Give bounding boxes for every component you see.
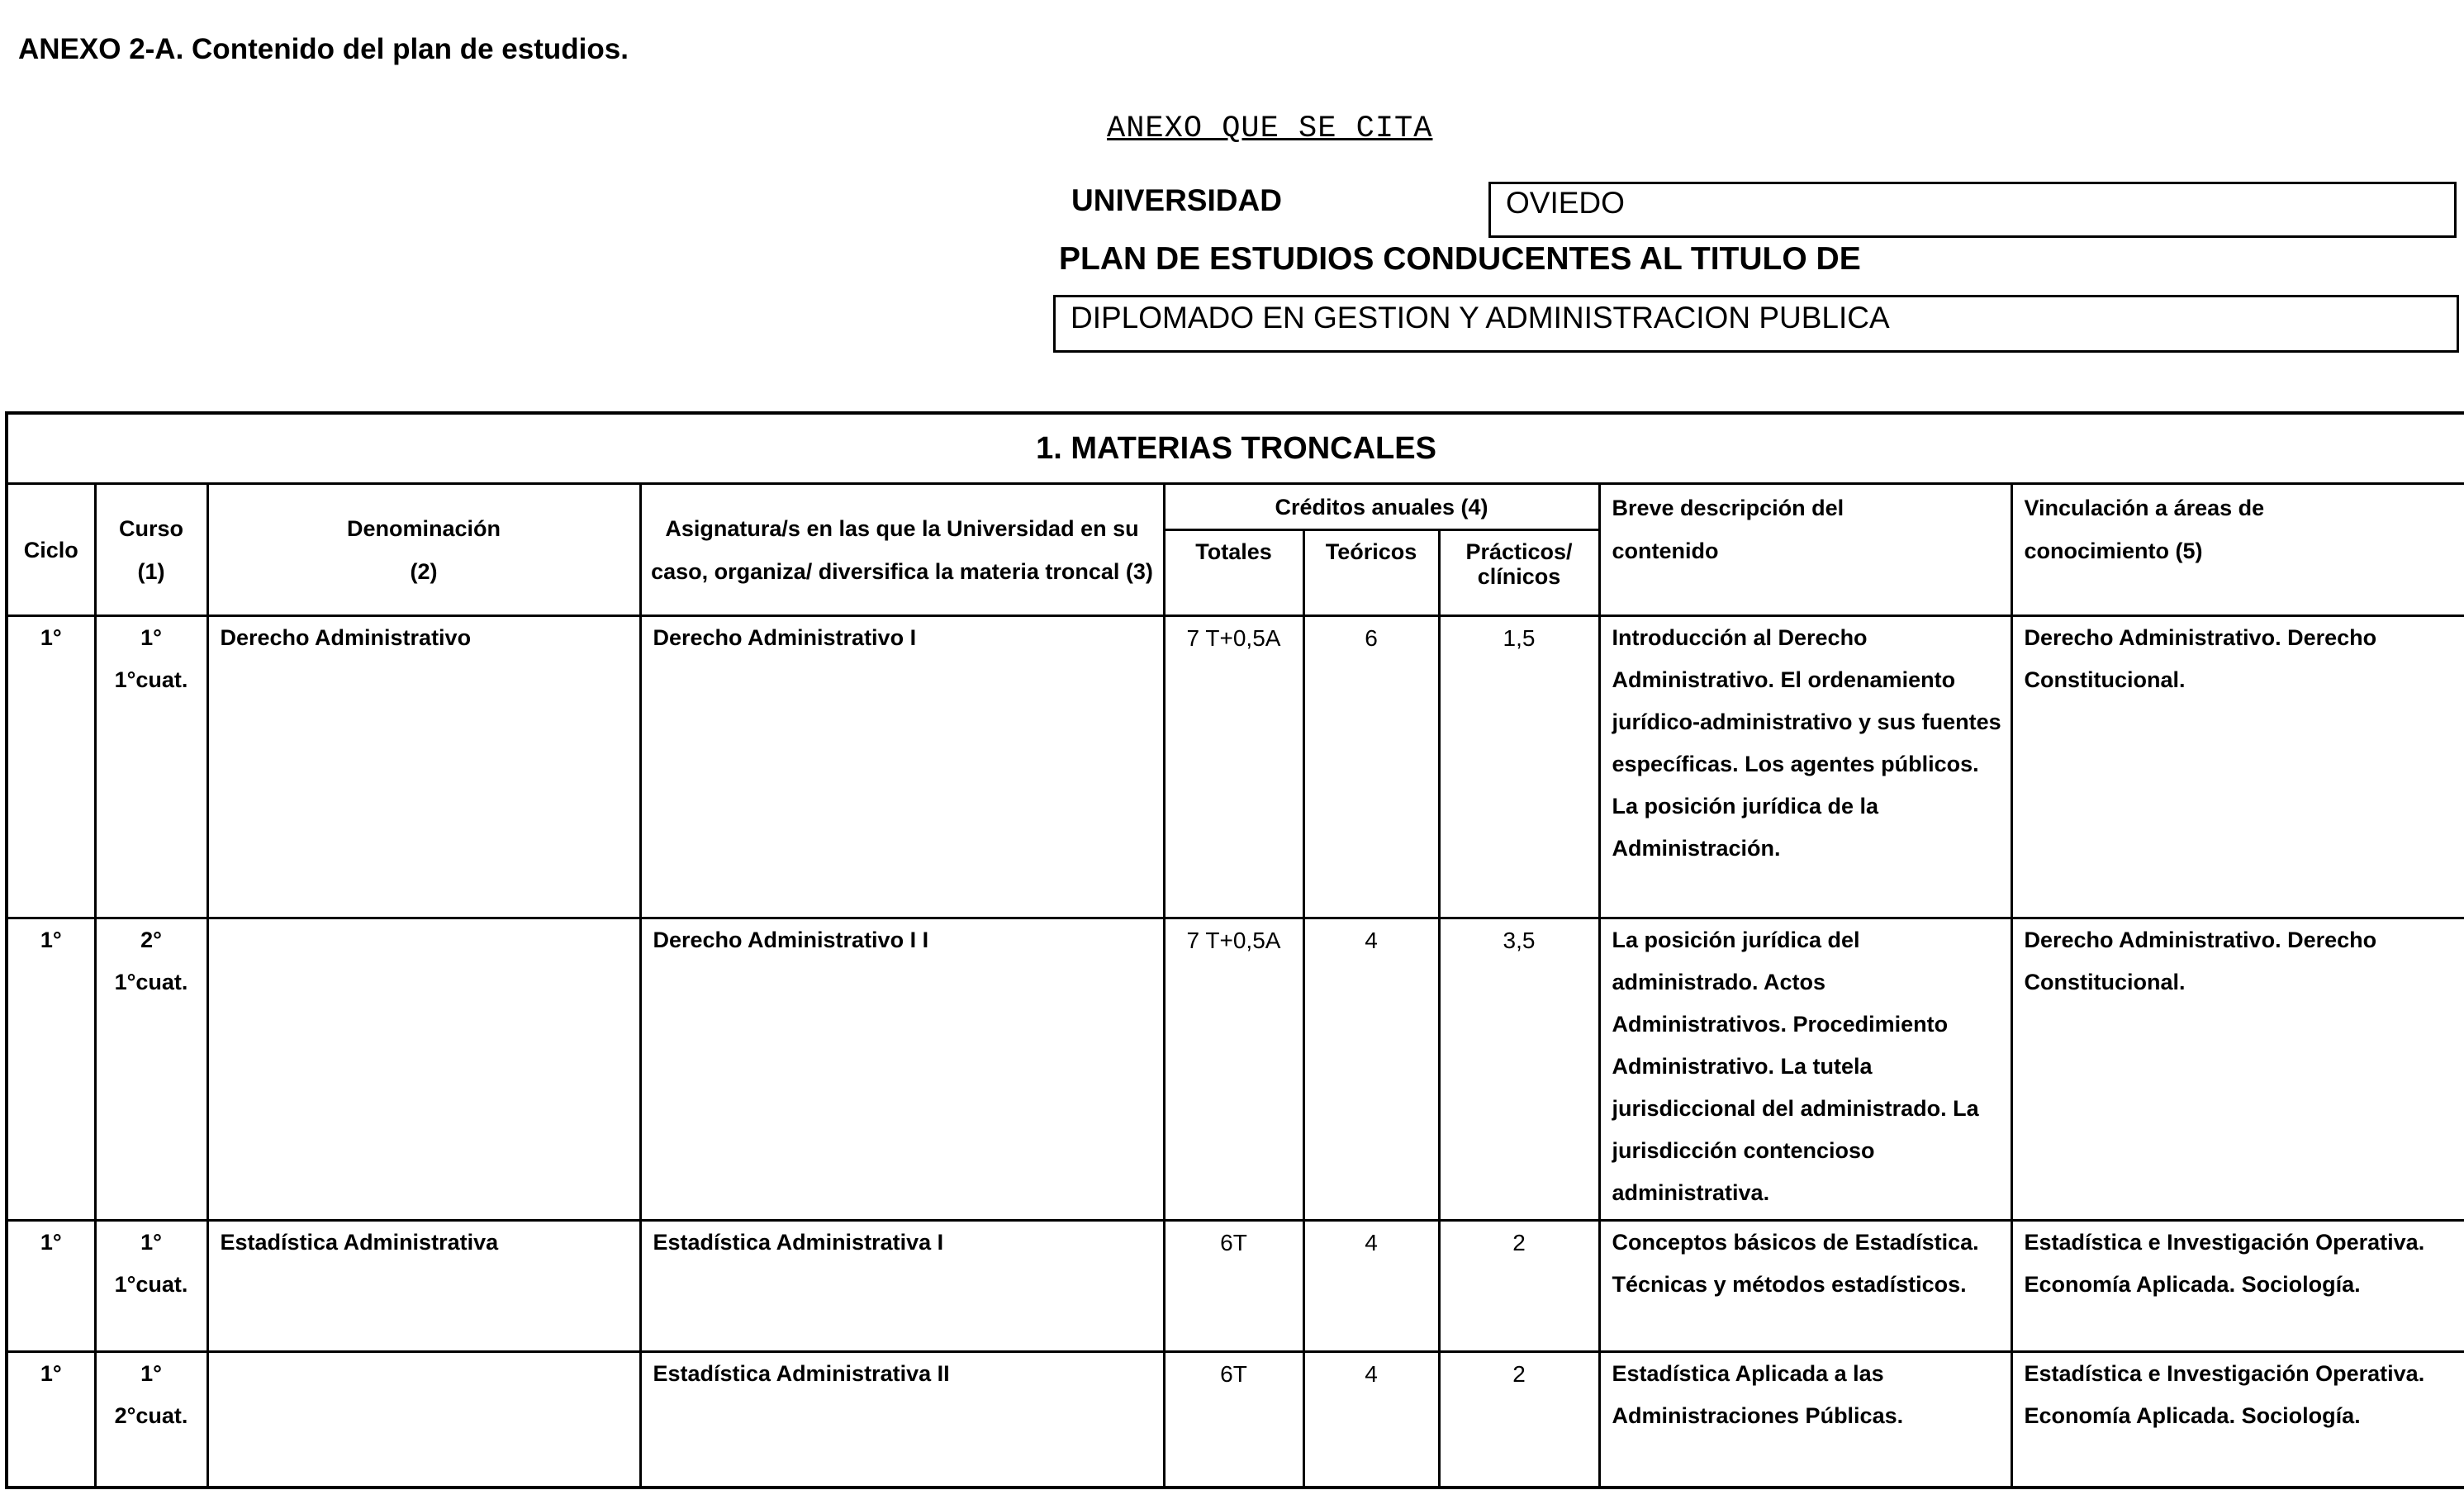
table-caption: 1. MATERIAS TRONCALES <box>7 413 2464 484</box>
col-header-curso-note: (1) <box>137 558 165 584</box>
col-header-vinculacion: Vinculación a áreas de conocimiento (5) <box>2011 484 2464 616</box>
annex-title: ANEXO QUE SE CITA <box>1107 112 1433 146</box>
cell-vinculacion: Derecho Administrativo. Derecho Constitucional. <box>2011 616 2464 918</box>
materias-troncales-table <box>5 411 2464 1489</box>
university-label: UNIVERSIDAD <box>1071 183 1282 217</box>
col-header-totales: Totales <box>1164 530 1303 616</box>
table-row <box>7 616 2464 918</box>
cell-descripcion: Estadística Aplicada a las Administraciones Públicas. <box>1599 1352 2011 1488</box>
cell-ciclo: 1° <box>7 616 95 918</box>
cell-vinculacion: Estadística e Investigación Operativa. Economía Aplicada. Sociología. <box>2011 1221 2464 1352</box>
table-row <box>7 1352 2464 1488</box>
col-header-denominacion-label: Denominación <box>346 515 501 541</box>
cell-asignatura: Estadística Administrativa II <box>640 1352 1164 1488</box>
cell-practicos: 2 <box>1439 1221 1599 1352</box>
cell-curso <box>95 1221 207 1352</box>
cell-curso-term: 1°cuat. <box>114 970 188 994</box>
table-row <box>7 918 2464 1221</box>
col-header-ciclo: Ciclo <box>7 484 95 616</box>
col-header-practicos: Prácticos/ clínicos <box>1439 530 1599 616</box>
cell-vinculacion: Derecho Administrativo. Derecho Constitucional. <box>2011 918 2464 1221</box>
cell-curso-term: 1°cuat. <box>114 1272 188 1297</box>
cell-denominacion: Estadística Administrativa <box>207 1221 640 1352</box>
cell-asignatura: Estadística Administrativa I <box>640 1221 1164 1352</box>
cell-descripcion: La posición jurídica del administrado. Actos Administrativos. Procedimiento Administrativo. La tutela jurisdiccional del administrado. La jurisdicción contencioso administrativa. <box>1599 918 2011 1221</box>
cell-practicos: 2 <box>1439 1352 1599 1488</box>
cell-practicos: 3,5 <box>1439 918 1599 1221</box>
cell-ciclo: 1° <box>7 1352 95 1488</box>
cell-asignatura: Derecho Administrativo I I <box>640 918 1164 1221</box>
cell-teoricos: 4 <box>1303 918 1439 1221</box>
cell-curso-year: 1° <box>140 1361 162 1386</box>
cell-curso <box>95 1352 207 1488</box>
cell-vinculacion: Estadística e Investigación Operativa. Economía Aplicada. Sociología. <box>2011 1352 2464 1488</box>
col-header-curso-label: Curso <box>118 515 183 541</box>
cell-curso-term: 1°cuat. <box>114 667 188 692</box>
cell-curso-year: 2° <box>140 928 162 952</box>
cell-curso <box>95 918 207 1221</box>
cell-ciclo: 1° <box>7 1221 95 1352</box>
plan-label: PLAN DE ESTUDIOS CONDUCENTES AL TITULO DE <box>1059 241 1861 277</box>
cell-ciclo: 1° <box>7 918 95 1221</box>
document-heading: ANEXO 2-A. Contenido del plan de estudios. <box>18 33 629 65</box>
cell-teoricos: 4 <box>1303 1221 1439 1352</box>
cell-asignatura: Derecho Administrativo I <box>640 616 1164 918</box>
cell-totales: 7 T+0,5A <box>1164 918 1303 1221</box>
cell-totales: 6T <box>1164 1221 1303 1352</box>
cell-denominacion <box>207 918 640 1221</box>
cell-descripcion: Conceptos básicos de Estadística. Técnicas y métodos estadísticos. <box>1599 1221 2011 1352</box>
col-header-teoricos: Teóricos <box>1303 530 1439 616</box>
university-field: OVIEDO <box>1488 182 2457 238</box>
cell-denominacion <box>207 1352 640 1488</box>
col-header-denominacion-note: (2) <box>410 558 438 584</box>
cell-curso-term: 2°cuat. <box>114 1403 188 1428</box>
col-header-asignatura: Asignatura/s en las que la Universidad en su caso, organiza/ diversifica la materia troncal (3) <box>640 484 1164 616</box>
cell-teoricos: 4 <box>1303 1352 1439 1488</box>
cell-practicos: 1,5 <box>1439 616 1599 918</box>
degree-title-field: DIPLOMADO EN GESTION Y ADMINISTRACION PUBLICA <box>1053 295 2459 353</box>
cell-curso <box>95 616 207 918</box>
cell-denominacion: Derecho Administrativo <box>207 616 640 918</box>
col-header-curso <box>95 484 207 616</box>
cell-totales: 7 T+0,5A <box>1164 616 1303 918</box>
cell-totales: 6T <box>1164 1352 1303 1488</box>
table-row <box>7 1221 2464 1352</box>
cell-descripcion: Introducción al Derecho Administrativo. El ordenamiento jurídico-administrativo y sus fuentes específicas. Los agentes públicos. La posición jurídica de la Administración. <box>1599 616 2011 918</box>
col-header-creditos: Créditos anuales (4) <box>1164 484 1599 530</box>
cell-curso-year: 1° <box>140 625 162 650</box>
col-header-descripcion: Breve descripción del contenido <box>1599 484 2011 616</box>
col-header-denominacion <box>207 484 640 616</box>
cell-teoricos: 6 <box>1303 616 1439 918</box>
cell-curso-year: 1° <box>140 1230 162 1255</box>
